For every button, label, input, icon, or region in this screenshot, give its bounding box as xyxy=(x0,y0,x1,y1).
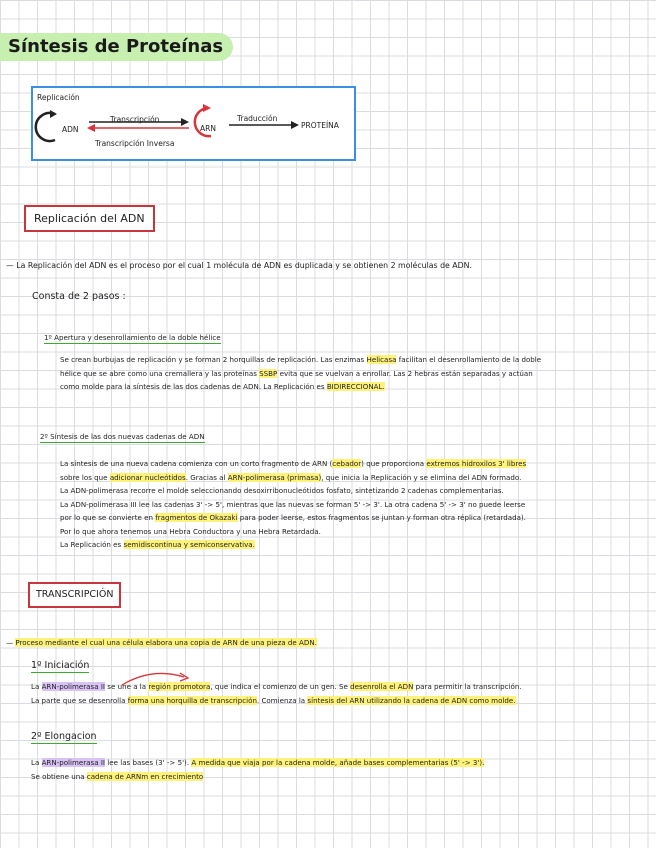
iniciacion-paragraph: La ARN-polimerasa II se une a la región promotora, que indica el comienzo de un gen. Se desenrolla el ADN para permitir la transcripción. La parte que se desenrolla forma una horquilla de transcripción. Comienza la síntesis del ARN utilizando la cadena de ADN como molde. xyxy=(31,682,522,705)
step1-paragraph: Se crean burbujas de replicación y se forman 2 horquillas de replicación. Las enzimas Helicasa facilitan el desenrollamiento de la doble hélice que se abre como una cremallera y las proteínas SSBP evita que se vuelvan a enrollar. Las 2 hebras están separadas y actúan como molde para la síntesis de las dos cadenas de ADN. La Replicación es BIDIRECCIONAL. xyxy=(60,355,542,391)
diagram-replicacion-label: Replicación xyxy=(37,93,80,102)
diagram-adn-label: ADN xyxy=(62,125,79,134)
adn-replication-loop-icon xyxy=(36,113,55,141)
elongacion-title: 2º Elongacion xyxy=(31,731,97,742)
page-title: Síntesis de Proteínas xyxy=(0,33,233,61)
steps-label: Consta de 2 pasos : xyxy=(32,291,126,302)
step2-title: 2º Síntesis de las dos nuevas cadenas de ADN xyxy=(40,432,205,441)
central-dogma-diagram xyxy=(31,86,356,161)
adn-loop-arrowhead-icon xyxy=(50,110,57,118)
section-heading-transcripcion: TRANSCRIPCIÓN xyxy=(28,582,121,608)
step1-title: 1º Apertura y desenrollamiento de la doble hélice xyxy=(44,333,221,342)
transcripcion-intro: — Proceso mediante el cual una célula elabora una copia de ARN de una pieza de ADN. xyxy=(6,638,317,647)
step2-paragraph: La síntesis de una nueva cadena comienza con un corto fragmento de ARN (cebador) que proporciona extremos hidroxilos 3' libres sobre los que adicionar nucleótidos. Gracias al ARN-polimerasa (primasa), que inicia la Replicación y se elimina del ADN formado. La ADN-polimerasa recorre el molde seleccionando desoxirribonucleótidos fosfato, sintetizando 2 cadenas complementarias. La ADN-polimerasa III lee las cadenas 3' -> 5', mientras que las nuevas se forman 5' -> 3'. La otra cadena 5' -> 3' no puede leerse por lo que se convierte en fragmentos de Okazaki para poder leerse, estos fragmentos se juntan y forman otra réplica (retardada). Por lo que ahora tenemos una Hebra Conductora y una Hebra Retardada. La Replicación es semidiscontinua y semiconservativa. xyxy=(60,459,527,549)
diagram-transcripcion-label: Transcripción xyxy=(110,115,160,124)
diagram-proteina-label: PROTEÍNA xyxy=(301,121,339,130)
replicacion-intro: — La Replicación del ADN es el proceso por el cual 1 molécula de ADN es duplicada y se obtienen 2 moléculas de ADN. xyxy=(6,261,472,270)
diagram-arn-label: ARN xyxy=(200,124,216,133)
iniciacion-title: 1º Iniciación xyxy=(31,660,90,671)
section-heading-replicacion: Replicación del ADN xyxy=(24,205,155,232)
elongacion-paragraph: La ARN-polimerasa II lee las bases (3' -> 5'). A medida que viaja por la cadena molde, añade bases complementarias (5' -> 3'). Se obtiene una cadena de ARNm en crecimiento xyxy=(31,758,485,781)
diagram-traduccion-label: Traducción xyxy=(237,114,278,123)
diagram-transcripcion-inversa-label: Transcripción Inversa xyxy=(95,139,175,148)
